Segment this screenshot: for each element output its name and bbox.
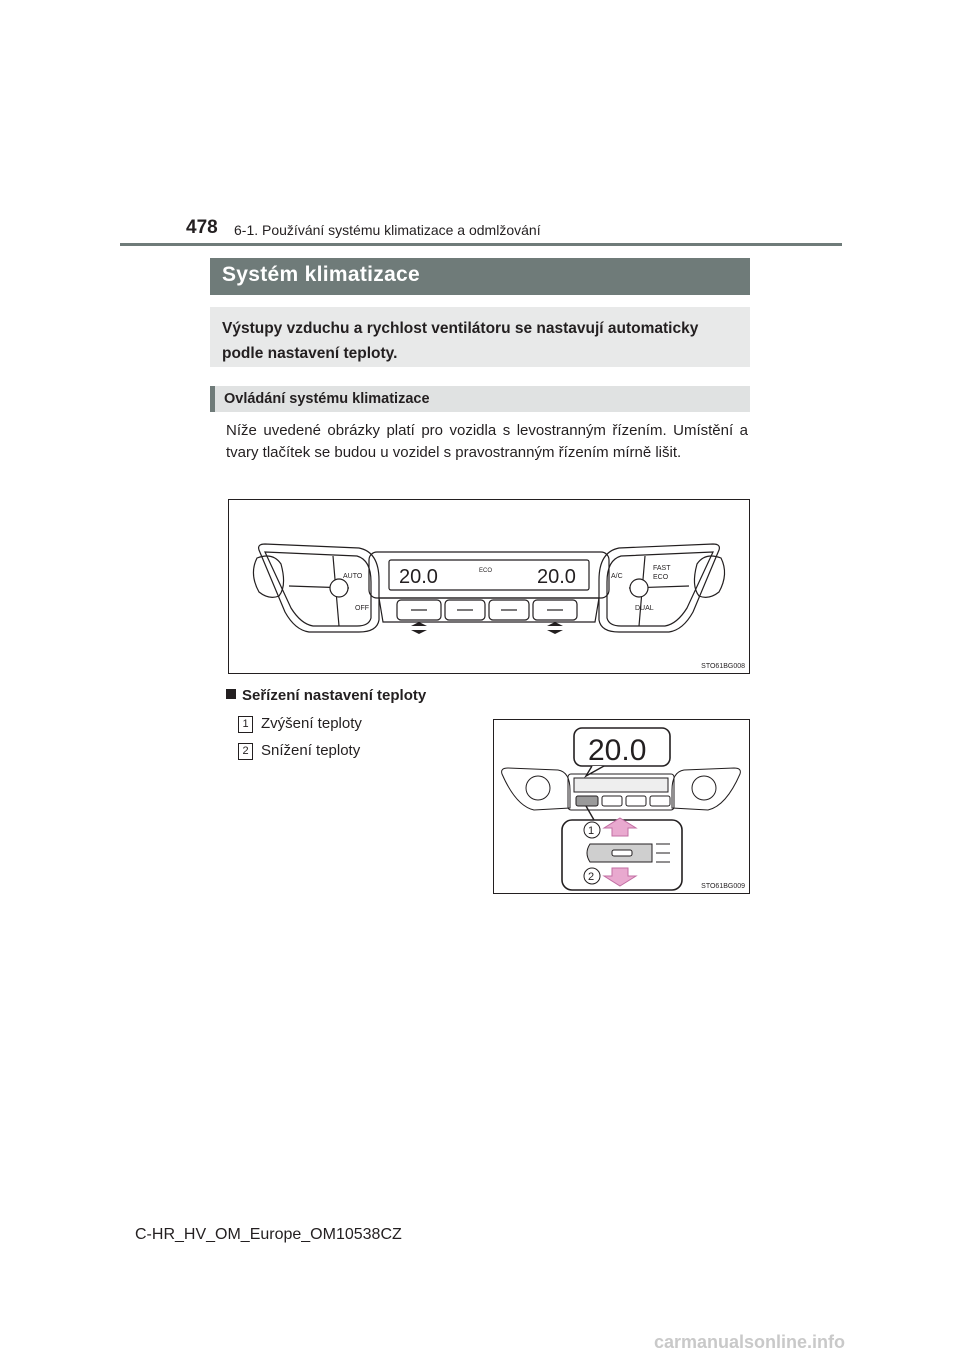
header-rule xyxy=(120,243,842,246)
fast-button-label: FAST xyxy=(653,565,671,572)
control-panel-illustration xyxy=(229,500,749,673)
subheading-text: Ovládání systému klimatizace xyxy=(224,391,430,407)
display-eco: ECO xyxy=(479,568,493,574)
display-temp-right: 20.0 xyxy=(537,566,576,588)
callout-number-up: 1 xyxy=(588,825,595,837)
list-item-label: Snížení teploty xyxy=(261,742,361,759)
title-bar xyxy=(210,258,750,295)
auto-button-label: AUTO xyxy=(343,573,363,580)
body-paragraph: Níže uvedené obrázky platí pro vozidla s levostranným řízením. Umístění a tvary tlačítek se budou u vozidel s pravostranným řízením mírně lišit. xyxy=(226,422,748,461)
footer-code: C-HR_HV_OM_Europe_OM10538CZ xyxy=(135,1226,402,1243)
temperature-adjust-figure xyxy=(493,719,750,894)
number-badge: 2 xyxy=(238,743,253,760)
list-item xyxy=(238,742,360,760)
list-item xyxy=(238,715,362,733)
page-number: 478 xyxy=(186,217,218,238)
zoom-display-temp: 20.0 xyxy=(588,734,647,767)
section2-heading xyxy=(226,687,426,704)
dual-button-label: DUAL xyxy=(635,605,654,612)
down-arrow-icon xyxy=(604,868,636,886)
temperature-adjust-illustration xyxy=(494,720,749,893)
square-bullet-icon xyxy=(226,689,236,699)
ac-button-label: A/C xyxy=(611,573,623,580)
figure-code: STO61BG008 xyxy=(701,663,745,670)
figure-code: STO61BG009 xyxy=(701,883,745,890)
number-badge: 1 xyxy=(238,716,253,733)
watermark: carmanualsonline.info xyxy=(654,1332,846,1352)
section-reference: 6-1. Používání systému klimatizace a odmlžování xyxy=(234,222,541,238)
intro-text: Výstupy vzduchu a rychlost ventilátoru se nastavují automaticky podle nastavení teploty. xyxy=(222,320,699,362)
display-temp-left: 20.0 xyxy=(399,566,438,588)
intro-box xyxy=(210,307,750,367)
eco-button-label: ECO xyxy=(653,574,669,581)
section2-heading-text: Seřízení nastavení teploty xyxy=(242,687,427,704)
callout-number-down: 2 xyxy=(588,871,595,883)
off-button-label: OFF xyxy=(355,605,369,612)
list-item-label: Zvýšení teploty xyxy=(261,715,362,732)
page-title: Systém klimatizace xyxy=(222,263,421,286)
subheading-accent xyxy=(210,386,215,412)
subheading-bar xyxy=(210,386,750,412)
control-panel-figure xyxy=(228,499,750,674)
